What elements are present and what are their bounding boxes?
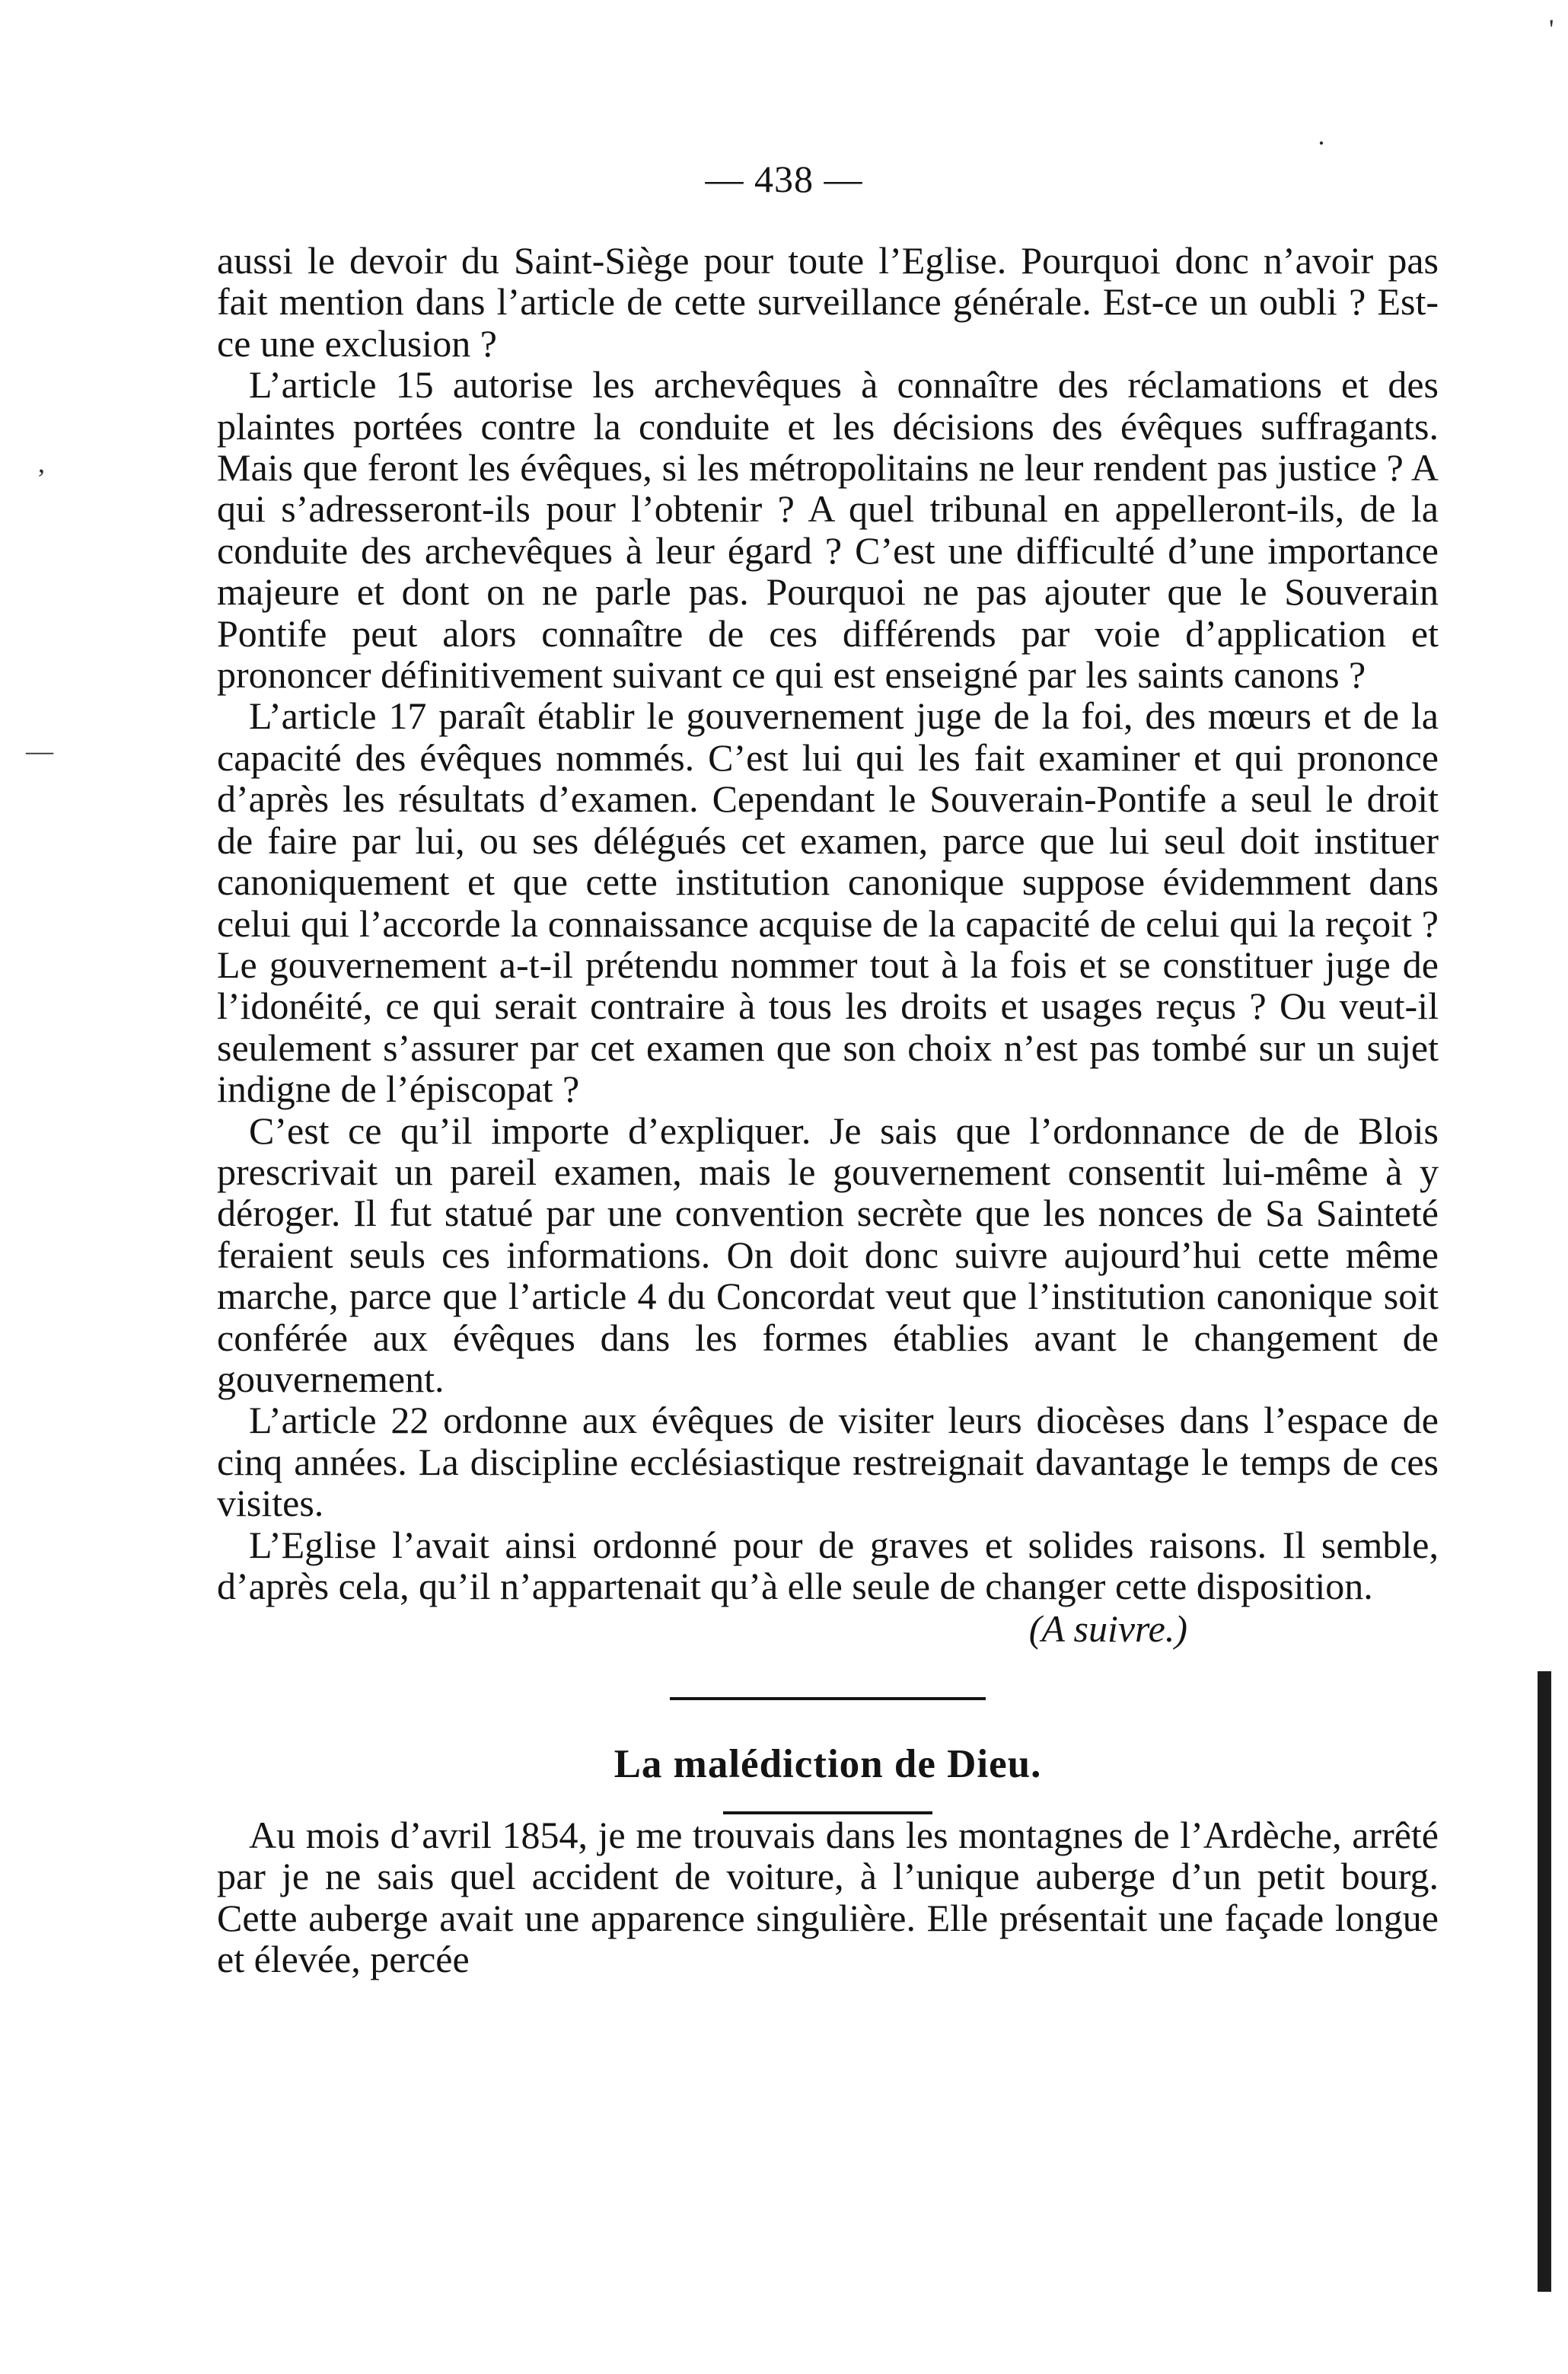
page-number: — 438 — xyxy=(705,158,863,200)
paragraph-article-17: L’article 17 paraît établir le gouvernement juge de la foi, des mœurs et de la capacité des évêques nommés. C’est lui qui les fait examiner et qui prononce d’après les résultats d’examen. Cependant le Souverain-Pontife a seul le droit de faire par lui, ou ses délégués cet examen, parce que lui seul doit instituer canoniquement et que cette institution canonique suppose évidemment dans celui qui l’accorde la connaissance acquise de la capacité de celui qui la reçoit ? Le gouvernement a-t-il prétendu nommer tout à la fois et se constituer juge de l’idonéité, ce qui serait contraire à tous les droits et usages reçus ? Ou veut-il seulement s’assurer par cet examen que son choix n’est pas tombé sur un sujet indigne de l’épiscopat ? xyxy=(217,694,1439,1111)
paragraph-continuation: aussi le devoir du Saint-Siège pour toute l’Eglise. Pourquoi donc n’avoir pas fait mention dans l’article de cette surveillance générale. Est-ce un oubli ? Est-ce une exclusion ? xyxy=(217,239,1439,365)
paragraph-article-15: L’article 15 autorise les archevêques à connaître des réclamations et des plaintes portées contre la conduite et les décisions des évêques suffragants. Mais que feront les évêques, si les métropolitains ne leur rendent pas justice ? A qui s’adresseront-ils pour l’obtenir ? A quel tribunal en appelleront-ils, de la conduite des archevêques à leur égard ? C’est une difficulté d’une importance majeure et dont on ne parle pas. Pourquoi ne pas ajouter que le Souverain Pontife peut alors connaître de ces différends par voie d’application et prononcer définitivement suivant ce qui est enseigné par les saints canons ? xyxy=(217,363,1439,697)
text-column xyxy=(217,240,1439,1980)
to-be-continued-note: (A suivre.) xyxy=(1028,1607,1187,1651)
scan-speck: , xyxy=(38,448,45,478)
scan-dash-mark: — xyxy=(26,735,53,766)
scan-speck: ' xyxy=(1549,14,1554,44)
scan-edge-bar xyxy=(1538,1671,1551,2292)
paragraph-ordonnance-blois: C’est ce qu’il importe d’expliquer. Je sais que l’ordonnance de de Blois prescrivait un pareil examen, mais le gouvernement consentit lui-même à y déroger. Il fut statué par une convention secrète que les nonces de Sa Sainteté feraient seuls ces informations. On doit donc suivre aujourd’hui cette même marche, parce que l’article 4 du Concordat veut que l’institution canonique soit conférée aux évêques dans les formes établies avant le changement de gouvernement. xyxy=(217,1109,1439,1400)
section-title: La malédiction de Dieu. xyxy=(613,1741,1042,1786)
paragraph-eglise: L’Eglise l’avait ainsi ordonné pour de graves et solides raisons. Il semble, d’après cela, qu’il n’appartenait qu’à elle seule de changer cette disposition. xyxy=(217,1523,1439,1607)
section-paragraph: Au mois d’avril 1854, je me trouvais dans les montagnes de l’Ardèche, arrêté par je ne sais quel accident de voiture, à l’unique auberge d’un petit bourg. Cette auberge avait une apparence singulière. Elle présentait une façade longue et élevée, percée xyxy=(217,1813,1439,1981)
section-divider-rule xyxy=(670,1697,986,1700)
scan-speck: · xyxy=(1317,128,1326,158)
paragraph-article-22: L’article 22 ordonne aux évêques de visiter leurs diocèses dans l’espace de cinq années. La discipline ecclésiastique restreignait davantage le temps de ces visites. xyxy=(217,1399,1439,1525)
